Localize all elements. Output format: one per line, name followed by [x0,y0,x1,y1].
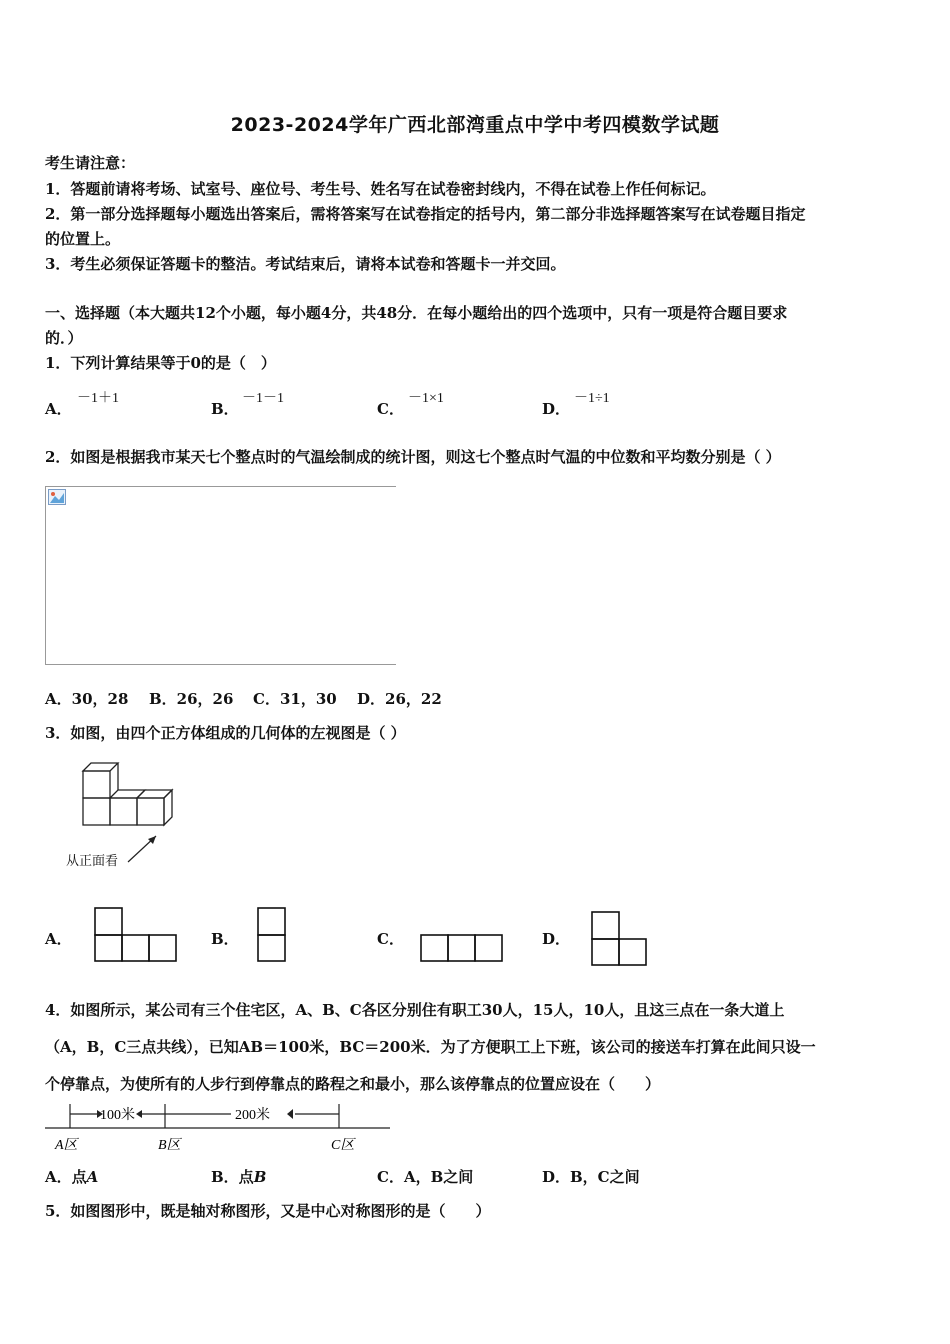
q4-ab-distance: 100米 [100,1108,135,1123]
q2-option-b: B．26，26 [149,690,234,708]
q4-bc-distance: 200米 [235,1108,270,1123]
q3-option-d-label: D． [542,930,571,948]
q1-option-c-expr: －1×1 [408,391,444,406]
temperature-chart-placeholder [45,486,396,665]
q4-label-b: B区 [158,1138,181,1153]
q1-option-d-label: D． [542,400,571,418]
q3-option-b-label: B． [211,930,239,948]
q2-option-d: D．26，22 [357,690,442,708]
notice-item-2-cont: 的位置上。 [45,230,121,248]
q2-option-a: A．30，28 [45,690,129,708]
q4-line3: 个停靠点，为使所有的人步行到停靠点的路程之和最小，那么该停靠点的位置应设在（ ） [45,1075,661,1093]
q5-stem: 5．如图图形中，既是轴对称图形，又是中心对称图形的是（ ） [45,1202,491,1220]
q1-option-d-expr: －1÷1 [574,391,610,406]
q4-label-c: C区 [331,1138,355,1153]
notice-item-3: 3．考生必须保证答题卡的整洁。考试结束后，请将本试卷和答题卡一并交回。 [45,255,566,273]
section-heading-line2: 的．） [45,329,83,347]
q3-option-a-label: A． [45,930,72,948]
q4-option-b: B．点B [211,1168,267,1186]
q4-road-figure [45,1100,395,1158]
q4-line2: （A，B，C三点共线），已知AB＝100米，BC＝200米．为了方便职工上下班，该公司的接送车打算在此间只设一 [45,1038,816,1056]
notice-item-1: 1．答题前请将考场、试室号、座位号、考生号、姓名写在试卷密封线内，不得在试卷上作任何标记。 [45,180,716,198]
q1-option-b-expr: －1－1 [242,391,284,406]
q3-option-b-figure [256,906,288,964]
q2-option-c: C．31，30 [253,690,337,708]
page-title: 2023-2024学年广西北部湾重点中学中考四模数学试题 [230,114,720,136]
q3-option-c-figure [420,932,504,964]
q1-option-a-label: A． [45,400,72,418]
q3-figure-caption: 从正面看 [66,854,119,869]
section-heading-line1: 一、选择题（本大题共12个小题，每小题4分，共48分．在每小题给出的四个选项中，只有一项是符合题目要求 [45,304,788,322]
q1-option-c-label: C． [377,400,404,418]
q1-option-b-label: B． [211,400,239,418]
q3-stem: 3．如图，由四个正方体组成的几何体的左视图是（ ） [45,724,406,742]
broken-image-icon [48,489,66,505]
q3-option-c-label: C． [377,930,404,948]
q4-line1: 4．如图所示，某公司有三个住宅区，A、B、C各区分别住有职工30人，15人，10人，且这三点在一条大道上 [45,1001,785,1019]
q4-option-d: D．B，C之间 [542,1168,640,1186]
q1-option-a-expr: －1＋1 [77,391,119,406]
notice-item-2: 2．第一部分选择题每小题选出答案后，需将答案写在试卷指定的括号内，第二部分非选择题答案写在试卷题目指定 [45,205,806,223]
q4-option-a: A．点A [45,1168,99,1186]
notice-heading: 考生请注意： [45,154,136,172]
q3-option-d-figure [590,910,650,968]
q4-label-a: A区 [55,1138,78,1153]
q3-option-a-figure [94,906,178,964]
q1-stem: 1．下列计算结果等于0的是（ ） [45,354,276,372]
q4-option-c: C．A，B之间 [377,1168,474,1186]
q2-stem: 2．如图是根据我市某天七个整点时的气温绘制成的统计图，则这七个整点时气温的中位数和平均数分别是（ ） [45,448,781,466]
